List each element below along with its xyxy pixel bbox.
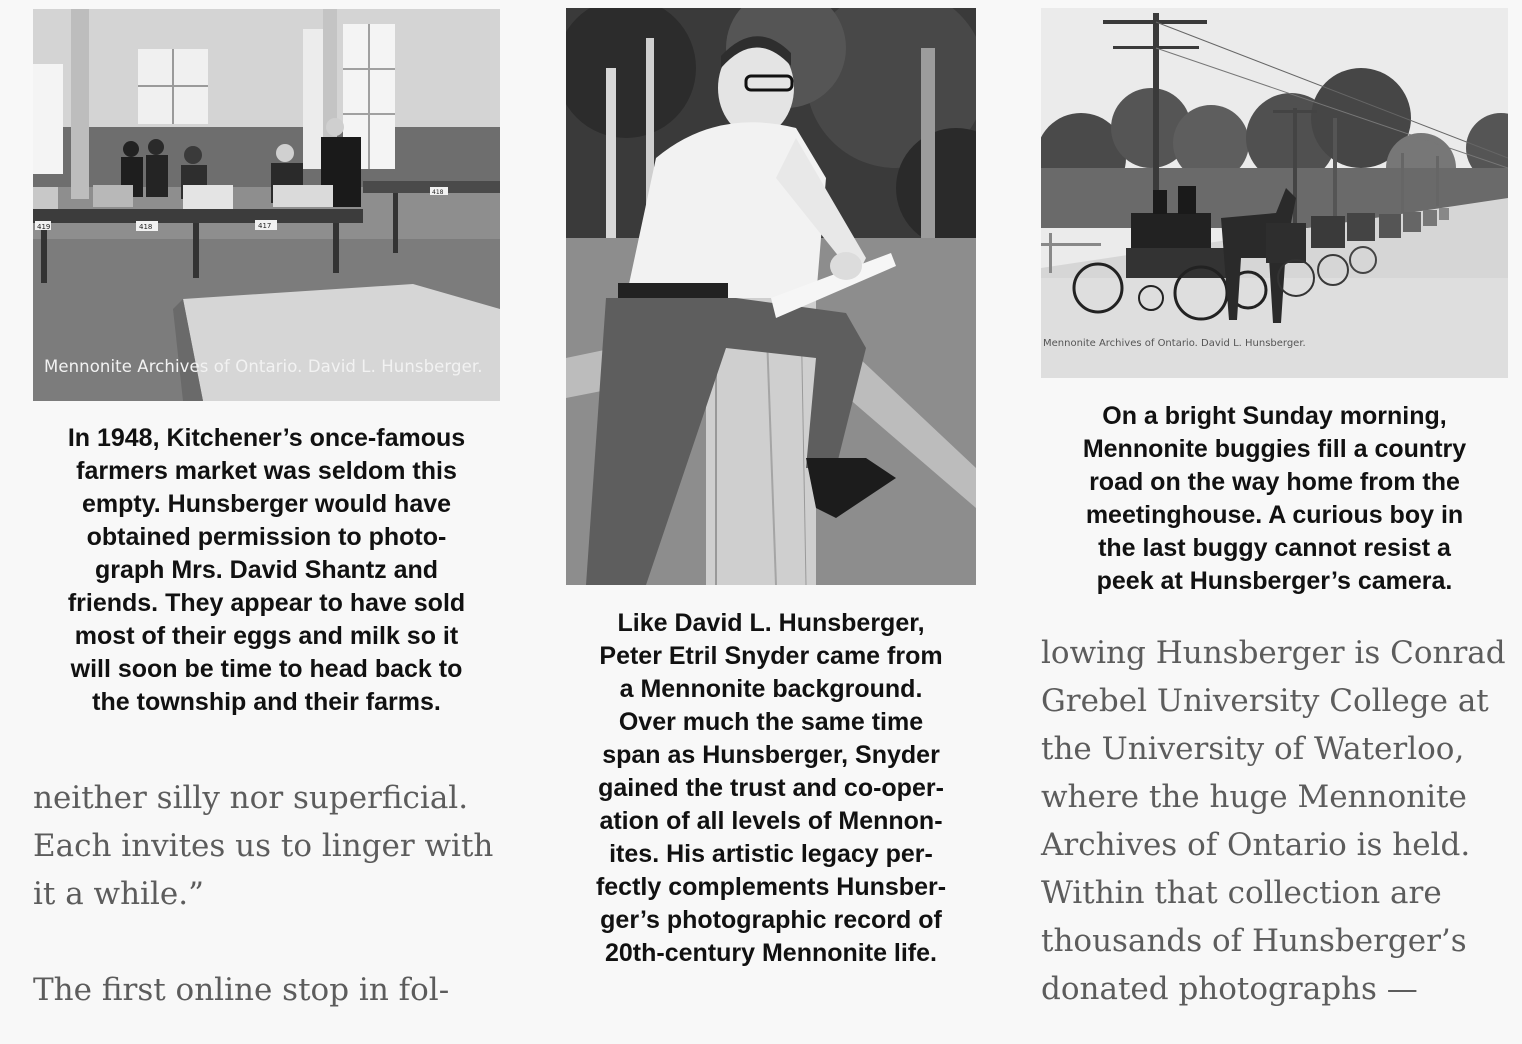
- mennonite-buggies-photo: [1041, 8, 1508, 378]
- table-number-tag: 418: [139, 223, 153, 231]
- article-paragraph-continuation: [1041, 629, 1506, 1013]
- caption-line: ation of all levels of Mennon-: [599, 807, 943, 835]
- market-photo-caption: [33, 422, 500, 719]
- caption-line: peek at Hunsberger’s camera.: [1096, 567, 1453, 595]
- caption-line: gained the trust and co-oper-: [598, 774, 944, 802]
- table-number-tag: 417: [258, 222, 272, 230]
- body-line: Within that collection are: [1041, 875, 1442, 911]
- caption-line: Over much the same time: [618, 708, 924, 736]
- body-line: The first online stop in fol-: [33, 972, 450, 1008]
- photo-credit: Mennonite Archives of Ontario. David L. Hunsberger.: [44, 357, 483, 376]
- caption-line: will soon be time to head back to: [70, 655, 463, 683]
- snyder-photo-caption: [566, 607, 976, 970]
- caption-line: the last buggy cannot resist a: [1098, 534, 1451, 562]
- table-number-tag: 419: [37, 223, 51, 231]
- caption-line: most of their eggs and milk so it: [74, 622, 459, 650]
- body-line: it a while.”: [33, 876, 204, 912]
- caption-line: farmers market was seldom this: [76, 457, 457, 485]
- body-line: the University of Waterloo,: [1041, 731, 1465, 767]
- caption-line: meetinghouse. A curious boy in: [1085, 501, 1464, 529]
- caption-line: In 1948, Kitchener’s once-famous: [67, 424, 466, 452]
- body-line: Grebel University College at: [1041, 683, 1489, 719]
- caption-line: ger’s photographic record of: [600, 906, 942, 934]
- caption-line: span as Hunsberger, Snyder: [602, 741, 940, 769]
- caption-line: ites. His artistic legacy per-: [609, 840, 933, 868]
- caption-line: empty. Hunsberger would have: [81, 490, 452, 518]
- farmers-market-photo: [33, 9, 500, 401]
- article-paragraph-start: [33, 966, 449, 1014]
- buggies-photo-caption: [1041, 400, 1508, 598]
- caption-line: On a bright Sunday morning,: [1102, 402, 1447, 430]
- caption-line: Peter Etril Snyder came from: [599, 642, 943, 670]
- body-line: lowing Hunsberger is Conrad: [1041, 635, 1506, 671]
- peter-etril-snyder-photo: [566, 8, 976, 585]
- body-line: where the huge Mennonite: [1041, 779, 1467, 815]
- caption-line: fectly complements Hunsber-: [595, 873, 947, 901]
- caption-line: Like David L. Hunsberger,: [617, 609, 925, 637]
- photo-credit: Mennonite Archives of Ontario. David L. Hunsberger.: [1043, 338, 1306, 349]
- caption-line: obtained permission to photo-: [86, 523, 447, 551]
- caption-line: Mennonite buggies fill a country: [1082, 435, 1467, 463]
- caption-line: road on the way home from the: [1089, 468, 1460, 496]
- article-paragraph-end: [33, 774, 493, 918]
- caption-line: a Mennonite background.: [619, 675, 923, 703]
- body-line: thousands of Hunsberger’s: [1041, 923, 1467, 959]
- caption-line: 20th-century Mennonite life.: [605, 939, 937, 967]
- body-line: Archives of Ontario is held.: [1041, 827, 1471, 863]
- body-line: Each invites us to linger with: [33, 828, 494, 864]
- caption-line: friends. They appear to have sold: [67, 589, 466, 617]
- table-number-tag: 418: [432, 189, 444, 196]
- body-line: donated photographs —: [1041, 971, 1418, 1007]
- body-line: neither silly nor superficial.: [33, 780, 469, 816]
- caption-line: graph Mrs. David Shantz and: [94, 556, 439, 584]
- caption-line: the township and their farms.: [92, 688, 441, 716]
